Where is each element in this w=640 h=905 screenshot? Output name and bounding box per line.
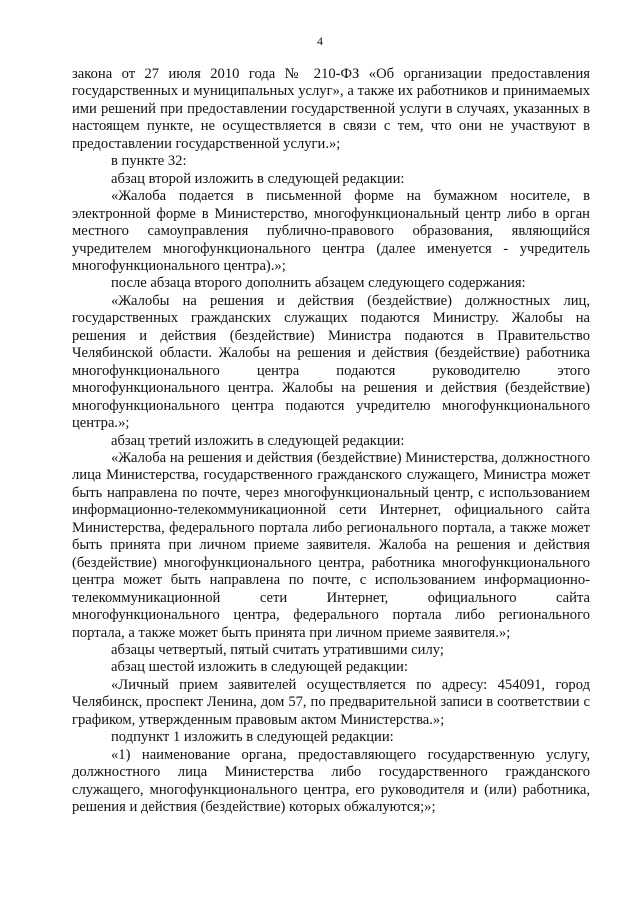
paragraph: «1) наименование органа, предоставляющего государственную услугу, должностного лица Министерства либо государственного гражданского служащего, многофункционального центра, его руководителя и (или) работника, решения и действия (бездействие) которых обжалуются;»; bbox=[72, 746, 590, 816]
paragraph: подпункт 1 изложить в следующей редакции: bbox=[111, 729, 394, 746]
paragraph: «Жалоба на решения и действия (бездействие) Министерства, должностного лица Министерства, государственного гражданского служащего, Министра может быть направлена по почте, через многофункциональный центр, с использованием информационно-телекоммуникационной сети Интернет, официального сайта Министерства, федерального портала либо регионального портала, а также может быть принята при личном приеме заявителя. Жалоба на решения и действия (бездействие) многофункционального центра, работника многофункционального центра может быть направлена по почте, с использованием информационно-телекоммуникационной сети Интернет, официального сайта многофункционального центра, федерального портала либо регионального портала, а также может быть принята при личном приеме заявителя.»; bbox=[72, 449, 590, 641]
paragraph: «Жалобы на решения и действия (бездействие) должностных лиц, государственных гражданских служащих подаются Министру. Жалобы на решения и действия (бездействие) Министра подаются в Правительство Челябинской области. Жалобы на решения и действия (бездействие) работника многофункционального центра подаются руководителю этого многофункционального центра. Жалобы на решения и действия (бездействие) многофункционального центра подаются учредителю многофункционального центра.»; bbox=[72, 292, 590, 432]
paragraph: абзац второй изложить в следующей редакции: bbox=[111, 170, 405, 187]
paragraph: закона от 27 июля 2010 года № 210-ФЗ «Об организации предоставления государственных и муниципальных услуг», а также их работников и принимаемых ими решений при предоставлении государственной услуги в случаях, указанных в настоящем пункте, не осуществляется в связи с тем, что они не участвуют в предоставлении государственной услуги.»; bbox=[72, 66, 590, 152]
paragraph: абзац шестой изложить в следующей редакции: bbox=[111, 659, 408, 676]
paragraph: абзац третий изложить в следующей редакции: bbox=[111, 432, 405, 449]
paragraph: абзацы четвертый, пятый считать утратившими силу; bbox=[111, 641, 444, 658]
page-number: 4 bbox=[317, 34, 323, 48]
paragraph: «Личный прием заявителей осуществляется по адресу: 454091, город Челябинск, проспект Ленина, дом 57, по предварительной записи в соответствии с графиком, утвержденным правовым актом Министерства.»; bbox=[72, 676, 590, 728]
paragraph: после абзаца второго дополнить абзацем следующего содержания: bbox=[111, 275, 526, 292]
paragraph: «Жалоба подается в письменной форме на бумажном носителе, в электронной форме в Министерство, многофункциональный центр либо в орган местного самоуправления публично-правового образования, являющийся учредителем многофункционального центра (далее именуется - учредитель многофункционального центра).»; bbox=[72, 188, 590, 274]
paragraph: в пункте 32: bbox=[111, 153, 187, 170]
document-body bbox=[72, 66, 590, 816]
